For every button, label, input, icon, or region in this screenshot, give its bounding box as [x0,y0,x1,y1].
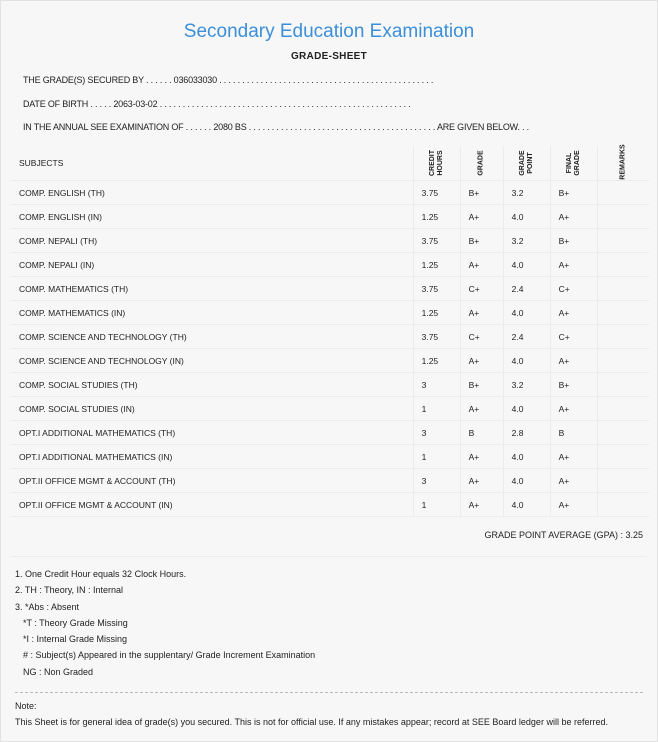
final-grade-cell: A+ [550,493,597,517]
remarks-cell [597,229,649,253]
credit-hours-cell: 3.75 [413,229,460,253]
subject-cell: COMP. SOCIAL STUDIES (TH) [11,373,413,397]
final-grade-cell: A+ [550,205,597,229]
grade-cell: A+ [460,445,503,469]
remarks-cell [597,301,649,325]
subject-cell: COMP. ENGLISH (TH) [11,181,413,205]
subject-cell: COMP. MATHEMATICS (TH) [11,277,413,301]
secured-by: THE GRADE(S) SECURED BY . . . . . . 036033030 . . . . . . . . . . . . . . . . . . . . . . . . . . . . . . . . . . . . . . . . . . . . . . . [23,75,434,85]
header-final: FINAL GRADE [550,146,597,181]
grade-cell: A+ [460,205,503,229]
final-grade-cell: A+ [550,397,597,421]
grade-cell: A+ [460,349,503,373]
final-grade-cell: B+ [550,373,597,397]
grade-cell: C+ [460,277,503,301]
table-row [11,301,649,325]
table-row [11,445,649,469]
remarks-cell [597,181,649,205]
divider [11,556,647,557]
subject-cell: OPT.II OFFICE MGMT & ACCOUNT (TH) [11,469,413,493]
credit-hours-cell: 1 [413,397,460,421]
footer-note [15,698,608,730]
grade-point-cell: 4.0 [503,301,550,325]
note-item: NG : Non Graded [23,666,94,677]
final-grade-cell: B+ [550,181,597,205]
final-grade-cell: C+ [550,277,597,301]
grade-cell: A+ [460,493,503,517]
table-row [11,253,649,277]
grades-table [11,146,649,517]
note-label: Note: [15,701,37,711]
note-text: This Sheet is for general idea of grade(s) you secured. This is not for official use. If any mistakes appear; record at SEE Board ledger will be referred. [15,717,608,727]
note-item: *T : Theory Grade Missing [23,617,128,628]
header-point: GRADE POINT [503,146,550,181]
dashed-divider [15,692,643,693]
credit-hours-cell: 3.75 [413,277,460,301]
note-item: 2. TH : Theory, IN : Internal [15,585,124,596]
grade-point-cell: 2.8 [503,421,550,445]
credit-hours-cell: 1 [413,445,460,469]
grade-cell: A+ [460,469,503,493]
remarks-cell [597,469,649,493]
grade-cell: C+ [460,325,503,349]
final-grade-cell: A+ [550,253,597,277]
grade-point-cell: 4.0 [503,397,550,421]
credit-hours-cell: 3.75 [413,325,460,349]
table-row [11,349,649,373]
final-grade-cell: A+ [550,301,597,325]
table-row [11,205,649,229]
grade-point-cell: 4.0 [503,253,550,277]
date-of-birth: DATE OF BIRTH . . . . . 2063-03-02 . . . . . . . . . . . . . . . . . . . . . . . . . . . . . . . . . . . . . . . . . . . . . . . . . . . . . . . [23,99,411,109]
grade-cell: A+ [460,397,503,421]
remarks-cell [597,205,649,229]
table-row [11,493,649,517]
final-grade-cell: B [550,421,597,445]
header-credit: CREDIT HOURS [413,146,460,181]
remarks-cell [597,445,649,469]
final-grade-cell: A+ [550,469,597,493]
table-row [11,325,649,349]
final-grade-cell: B+ [550,229,597,253]
grade-cell: B+ [460,229,503,253]
page-title: Secondary Education Examination [183,21,475,42]
grade-cell: B+ [460,373,503,397]
exam-year: IN THE ANNUAL SEE EXAMINATION OF . . . . . . 2080 BS . . . . . . . . . . . . . . . . . . . . . . . . . . . . . . . . . . . . . . . . . ARE GIVEN BELOW. . . [23,122,529,132]
credit-hours-cell: 1 [413,493,460,517]
header-grade: GRADE [460,146,503,181]
credit-hours-cell: 1.25 [413,301,460,325]
subject-cell: COMP. SOCIAL STUDIES (IN) [11,397,413,421]
grade-point-cell: 4.0 [503,445,550,469]
remarks-cell [597,373,649,397]
note-item: *I : Internal Grade Missing [23,634,128,645]
table-row [11,373,649,397]
grade-point-cell: 3.2 [503,373,550,397]
subject-cell: COMP. SCIENCE AND TECHNOLOGY (IN) [11,349,413,373]
grade-point-cell: 4.0 [503,205,550,229]
grade-point-cell: 4.0 [503,349,550,373]
grade-point-cell: 4.0 [503,469,550,493]
remarks-cell [597,253,649,277]
note-item: 3. *Abs : Absent [15,601,80,612]
grade-cell: A+ [460,301,503,325]
grade-point-cell: 3.2 [503,229,550,253]
subject-cell: COMP. NEPALI (IN) [11,253,413,277]
table-row [11,469,649,493]
header-remarks: REMARKS [597,146,649,181]
remarks-cell [597,349,649,373]
grade-cell: A+ [460,253,503,277]
subject-cell: COMP. SCIENCE AND TECHNOLOGY (TH) [11,325,413,349]
grade-point-cell: 4.0 [503,493,550,517]
remarks-cell [597,397,649,421]
grade-point-cell: 2.4 [503,325,550,349]
remarks-cell [597,325,649,349]
remarks-cell [597,493,649,517]
table-row [11,229,649,253]
notes [15,566,315,680]
subject-cell: OPT.I ADDITIONAL MATHEMATICS (IN) [11,445,413,469]
credit-hours-cell: 1.25 [413,253,460,277]
credit-hours-cell: 3 [413,373,460,397]
grade-point-cell: 3.2 [503,181,550,205]
header-subjects: SUBJECTS [11,146,413,181]
credit-hours-cell: 3 [413,469,460,493]
table-row [11,397,649,421]
grade-cell: B [460,421,503,445]
subject-cell: OPT.II OFFICE MGMT & ACCOUNT (IN) [11,493,413,517]
table-row [11,421,649,445]
subject-cell: COMP. ENGLISH (IN) [11,205,413,229]
grade-cell: B+ [460,181,503,205]
grade-point-cell: 2.4 [503,277,550,301]
note-item: 1. One Credit Hour equals 32 Clock Hours. [15,569,187,579]
remarks-cell [597,277,649,301]
final-grade-cell: A+ [550,349,597,373]
table-row [11,181,649,205]
subject-cell: COMP. MATHEMATICS (IN) [11,301,413,325]
subject-cell: OPT.I ADDITIONAL MATHEMATICS (TH) [11,421,413,445]
final-grade-cell: A+ [550,445,597,469]
final-grade-cell: C+ [550,325,597,349]
remarks-cell [597,421,649,445]
credit-hours-cell: 1.25 [413,349,460,373]
credit-hours-cell: 3 [413,421,460,445]
subject-cell: COMP. NEPALI (TH) [11,229,413,253]
subtitle: GRADE-SHEET [290,51,368,62]
gpa: GRADE POINT AVERAGE (GPA) : 3.25 [484,530,643,540]
credit-hours-cell: 3.75 [413,181,460,205]
credit-hours-cell: 1.25 [413,205,460,229]
note-item: # : Subject(s) Appeared in the supplentary/ Grade Increment Examination [23,650,316,661]
table-row [11,277,649,301]
